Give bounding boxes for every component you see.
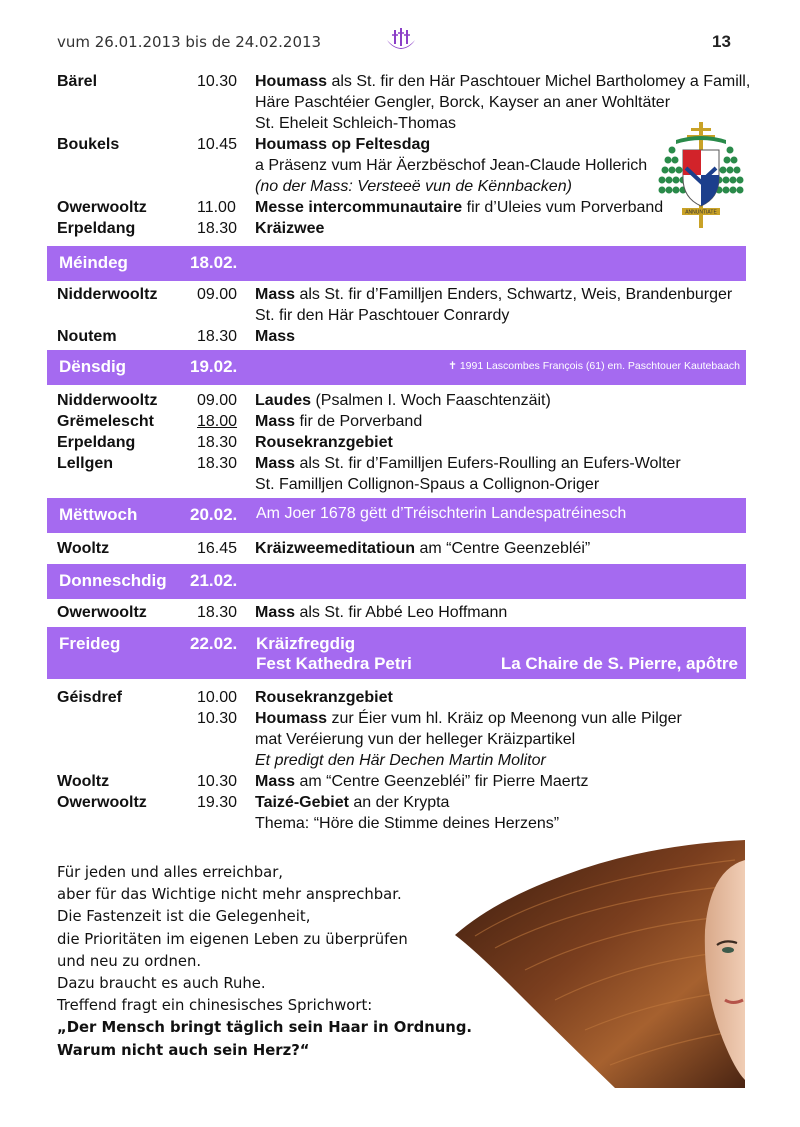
day-date: 21.02. (190, 571, 238, 590)
day-date: 22.02. (190, 634, 238, 653)
entry-description (255, 134, 430, 155)
entry-time: 10.30 (197, 773, 238, 790)
entry-description (255, 729, 575, 750)
entry-location: Noutem (57, 328, 117, 345)
service-name: Houmass (255, 710, 328, 727)
entry-location: Bärel (57, 73, 98, 90)
entry-time: 18.30 (197, 220, 238, 237)
day-header-band (47, 246, 746, 281)
entry-location: Owerwooltz (57, 794, 147, 811)
lent-poem (57, 862, 472, 1062)
day-date: 19.02. (190, 357, 238, 376)
service-detail: fir de Porverband (295, 413, 423, 430)
feast-french-title: La Chaire de S. Pierre, apôtre (500, 654, 738, 673)
entry-time: 11.00 (197, 199, 236, 216)
entry-description (255, 305, 509, 326)
entry-time: 10.30 (197, 710, 238, 727)
woman-hair-photo (455, 840, 745, 1088)
service-detail: St. fir den Här Paschtouer Conrardy (255, 307, 510, 324)
service-detail: als St. fir Abbé Leo Hoffmann (295, 604, 508, 621)
entry-description (255, 71, 750, 92)
poem-line: Für jeden und alles erreichbar, (57, 864, 283, 881)
entry-description (255, 474, 599, 495)
day-name: Dënsdig (59, 357, 127, 376)
service-name: Mass (255, 413, 296, 430)
entry-description (255, 771, 588, 792)
entry-description (255, 113, 456, 134)
service-detail: als St. fir d’Familljen Eufers-Roulling an Eufers-Wolter (295, 455, 681, 472)
poem-line: die Prioritäten im eigenen Leben zu überprüfen (57, 930, 408, 948)
service-detail: (no der Mass: Versteeë vun de Kënnbacken) (255, 178, 572, 195)
poem-line: Dazu braucht es auch Ruhe. (57, 975, 266, 993)
page-number: 13 (712, 32, 731, 51)
entry-location: Wooltz (57, 773, 110, 790)
service-name: Laudes (255, 392, 312, 409)
entry-description (255, 453, 681, 474)
service-detail: am “Centre Geenzebléi” (415, 540, 591, 557)
poem-line: Treffend fragt ein chinesisches Sprichwort: (57, 997, 373, 1015)
entry-time: 18.30 (197, 455, 238, 472)
service-detail: a Präsenz vum Här Äerzbëschof Jean-Claude Hollerich (255, 157, 648, 174)
entry-time: 09.00 (197, 392, 238, 409)
entry-description (255, 176, 572, 197)
entry-location: Erpeldang (57, 220, 136, 237)
day-name: Méindeg (59, 253, 128, 272)
entry-location: Lellgen (57, 455, 114, 472)
entry-description (255, 750, 546, 771)
day-header-band (47, 350, 746, 385)
day-name: Mëttwoch (59, 505, 138, 524)
entry-description (255, 218, 324, 239)
entry-location: Grëmelescht (57, 413, 154, 430)
service-detail: als St. fir d’Familljen Enders, Schwartz, Weis, Brandenburger (295, 286, 733, 303)
entry-description (255, 708, 682, 729)
entry-description (255, 390, 551, 411)
entry-description (255, 155, 647, 176)
entry-description (255, 602, 507, 623)
poem-line: Die Fastenzeit ist die Gelegenheit, (57, 908, 311, 926)
service-name: Houmass op Feltesdag (255, 136, 431, 153)
service-name: Houmass (255, 73, 328, 90)
service-name: Rousekranzgebiet (255, 434, 393, 451)
entry-time: 10.45 (197, 136, 238, 153)
day-date: 18.02. (190, 253, 238, 272)
entry-description (255, 538, 590, 559)
service-name: Mass (255, 328, 296, 345)
entry-description (255, 197, 663, 218)
service-name: Kräizwee (255, 220, 325, 237)
entry-time: 09.00 (197, 286, 238, 303)
day-note: Am Joer 1678 gëtt d’Tréischterin Landespatréinesch (256, 505, 627, 522)
day-memorial-note: ✝ 1991 Lascombes François (61) em. Paschtouer Kautebaach (448, 360, 740, 372)
service-detail: Thema: “Höre die Stimme deines Herzens” (255, 815, 560, 832)
day-header-band (47, 627, 746, 679)
service-name: Mass (255, 773, 296, 790)
entry-location: Boukels (57, 136, 120, 153)
entry-location: Géisdref (57, 689, 122, 706)
entry-description (255, 411, 422, 432)
entry-description (255, 326, 295, 347)
service-detail: St. Eheleit Schleich-Thomas (255, 115, 456, 132)
entry-location: Wooltz (57, 540, 110, 557)
entry-time: 18.30 (197, 434, 238, 451)
entry-location: Nidderwooltz (57, 392, 158, 409)
archbishop-crest-icon (658, 120, 744, 232)
entry-description (255, 432, 393, 453)
entry-location: Erpeldang (57, 434, 136, 451)
entry-time: 18.30 (197, 604, 238, 621)
service-detail: Häre Paschtéier Gengler, Borck, Kayser an aner Wohltäter (255, 94, 671, 111)
header-date-range: vum 26.01.2013 bis de 24.02.2013 (57, 33, 322, 51)
service-detail: mat Veréierung vun der helleger Kräizpartikel (255, 731, 576, 748)
day-name: Donneschdig (59, 571, 167, 590)
entry-description (255, 284, 732, 305)
service-detail: an der Krypta (348, 794, 450, 811)
service-name: Rousekranzgebiet (255, 689, 393, 706)
parish-logo-icon (384, 26, 418, 56)
entry-time: 10.00 (197, 689, 238, 706)
service-detail: als St. fir den Här Paschtouer Michel Bartholomey a Famill, (327, 73, 751, 90)
feast-title: Kräizfregdig (256, 634, 356, 653)
service-name: Mass (255, 604, 296, 621)
service-name: Messe intercommunautaire (255, 199, 463, 216)
poem-quote-line: „Der Mensch bringt täglich sein Haar in Ordnung. (57, 1019, 473, 1037)
poem-line: aber für das Wichtige nicht mehr ansprechbar. (57, 886, 402, 904)
entry-description (255, 813, 559, 834)
feast-subtitle: Fest Kathedra Petri (256, 654, 412, 673)
service-detail: fir d’Uleies vum Porverband (462, 199, 664, 216)
entry-time: 18.00 (197, 413, 238, 430)
day-header-band (47, 564, 746, 599)
service-name: Mass (255, 286, 296, 303)
service-name: Kräizweemeditatioun (255, 540, 416, 557)
service-name: Taizé-Gebiet (255, 794, 349, 811)
service-detail: Et predigt den Här Dechen Martin Molitor (255, 752, 546, 769)
entry-description (255, 792, 449, 813)
service-detail: St. Familljen Collignon-Spaus a Collignon-Origer (255, 476, 600, 493)
entry-time: 18.30 (197, 328, 238, 345)
entry-time: 10.30 (197, 73, 238, 90)
entry-location: Owerwooltz (57, 199, 147, 216)
day-header-band (47, 498, 746, 533)
entry-time: 16.45 (197, 540, 238, 557)
entry-description (255, 92, 670, 113)
poem-quote-line: Warum nicht auch sein Herz?“ (57, 1041, 310, 1059)
service-detail: (Psalmen I. Woch Faaschtenzäit) (311, 392, 551, 409)
service-name: Mass (255, 455, 296, 472)
entry-time: 19.30 (197, 794, 238, 811)
entry-description (255, 687, 393, 708)
service-detail: zur Éier vum hl. Kräiz op Meenong vun alle Pilger (327, 710, 682, 727)
entry-location: Nidderwooltz (57, 286, 158, 303)
crest-motto: ANNUNTIATE (685, 209, 717, 216)
poem-line: und neu zu ordnen. (57, 952, 202, 970)
day-date: 20.02. (190, 505, 238, 524)
entry-location: Owerwooltz (57, 604, 147, 621)
day-name: Freideg (59, 634, 121, 653)
service-detail: am “Centre Geenzebléi” fir Pierre Maertz (295, 773, 589, 790)
